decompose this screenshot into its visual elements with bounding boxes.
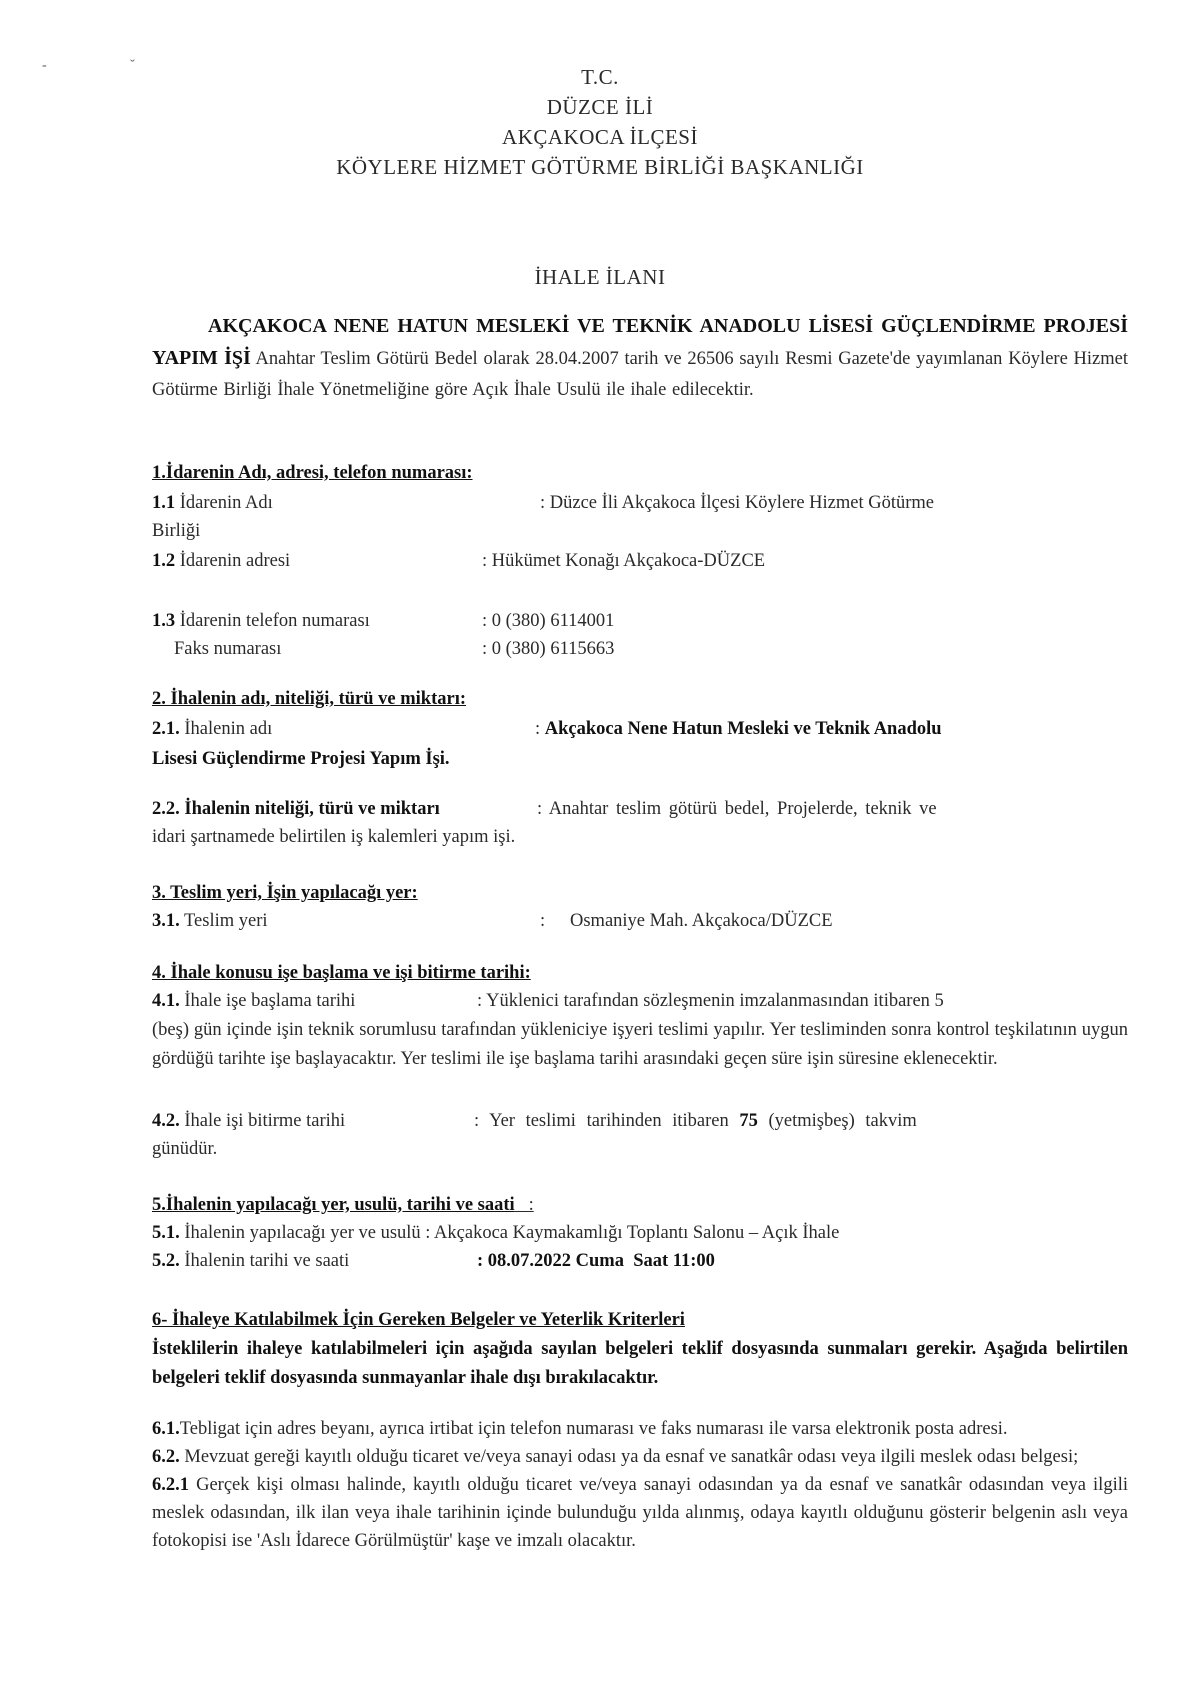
value-prefix: : bbox=[535, 719, 545, 739]
section-4-item-2-cont: günüdür. bbox=[152, 1139, 218, 1159]
value-part-a: : Yer teslimi tarihinden itibaren bbox=[474, 1111, 740, 1131]
item-label: İhalenin adı bbox=[179, 719, 273, 739]
section-1-item-2 bbox=[152, 546, 290, 576]
section-5-title-colon: : bbox=[514, 1195, 534, 1215]
section-3-item-1 bbox=[152, 906, 268, 936]
section-1-item-2-value: : Hükümet Konağı Akçakoca-DÜZCE bbox=[482, 551, 766, 571]
section-5-item-2-value: : 08.07.2022 Cuma Saat 11:00 bbox=[477, 1251, 715, 1271]
section-6 bbox=[152, 1305, 1128, 1555]
section-3-title: 3. Teslim yeri, İşin yapılacağı yer: bbox=[152, 883, 418, 903]
section-2-title: 2. İhalenin adı, niteliği, türü ve miktarı: bbox=[152, 689, 467, 709]
section-6-lead: İsteklilerin ihaleye katılabilmeleri için aşağıda sayılan belgeleri teklif dosyasında sunmaları gerekir. Aşağıda belirtilen belgeleri teklif dosyasında sunmayanlar ihale dışı bırakılacaktır. bbox=[152, 1339, 1128, 1388]
section-2-item-2-value: : Anahtar teslim götürü bedel, Projelerde, teknik ve bbox=[537, 799, 937, 819]
section-3 bbox=[152, 878, 1128, 938]
item-number: 4.2. bbox=[152, 1111, 180, 1131]
item-number: 6.2.1 bbox=[152, 1475, 189, 1495]
section-4 bbox=[152, 958, 1128, 1158]
section-2-item-2-cont: idari şartnamede belirtilen iş kalemleri yapım işi. bbox=[152, 827, 516, 847]
section-5-title-row bbox=[152, 1190, 534, 1220]
section-5-item-1 bbox=[152, 1218, 839, 1248]
item-label: Teslim yeri bbox=[179, 911, 268, 931]
item-text: Gerçek kişi olması halinde, kayıtlı olduğu ticaret ve/veya sanayi odasından ya da esnaf ve sanatkâr odasından veya ilgili meslek odasından, ilk ilan veya ihale tarihinin içinde bulunduğu yılda alınmış, odaya kayıtlı olduğunu gösterir belgenin aslı veya fotokopisi ise 'Aslı İdarece Görülmüştür' kaşe ve imzalı olacaktır. bbox=[152, 1475, 1128, 1551]
value-days: 75 bbox=[739, 1111, 758, 1131]
section-4-item-2-value bbox=[474, 1106, 917, 1136]
item-number: 5.2. bbox=[152, 1251, 180, 1271]
item-label: İhalenin tarihi ve saati bbox=[179, 1251, 350, 1271]
item-number: 5.1. bbox=[152, 1223, 180, 1243]
section-2-item-2-label: 2.2. İhalenin niteliği, türü ve miktarı bbox=[152, 799, 440, 819]
section-6-title: 6- İhaleye Katılabilmek İçin Gereken Belgeler ve Yeterlik Kriterleri bbox=[152, 1310, 685, 1330]
item-number: 3.1. bbox=[152, 911, 180, 931]
section-1-item-1 bbox=[152, 488, 273, 518]
section-4-item-1-value: : Yüklenici tarafından sözleşmenin imzalanmasından itibaren 5 bbox=[477, 991, 944, 1011]
section-1-item-1-value: : Düzce İli Akçakoca İlçesi Köylere Hizmet Götürme bbox=[540, 493, 934, 513]
header-line-tc: T.C. bbox=[581, 65, 619, 89]
header-line-union: KÖYLERE HİZMET GÖTÜRME BİRLİĞİ BAŞKANLIĞI bbox=[336, 155, 864, 179]
section-1-fax-label: Faks numarası bbox=[174, 639, 282, 659]
item-number: 6.2. bbox=[152, 1447, 180, 1467]
item-number: 1.2 bbox=[152, 551, 176, 571]
value-text: Akçakoca Nene Hatun Mesleki ve Teknik Anadolu bbox=[544, 719, 942, 739]
scan-marks: - ˇ bbox=[42, 58, 175, 73]
document-title: İHALE İLANI bbox=[534, 265, 666, 289]
section-5 bbox=[152, 1190, 1128, 1280]
section-3-item-1-value: Osmaniye Mah. Akçakoca/DÜZCE bbox=[570, 911, 833, 931]
header-line-province: DÜZCE İLİ bbox=[546, 95, 654, 119]
section-4-title: 4. İhale konusu işe başlama ve işi bitirme tarihi: bbox=[152, 963, 531, 983]
section-6-item-2 bbox=[152, 1443, 1128, 1471]
section-1-fax-value: : 0 (380) 6115663 bbox=[482, 639, 615, 659]
section-4-item-2 bbox=[152, 1106, 345, 1136]
section-1-item-1-cont: Birliği bbox=[152, 521, 201, 541]
section-4-item-1 bbox=[152, 986, 355, 1016]
section-2-item-1-cont: Lisesi Güçlendirme Projesi Yapım İşi. bbox=[152, 749, 450, 769]
item-label: İdarenin telefon numarası bbox=[175, 611, 370, 631]
item-label: İdarenin Adı bbox=[175, 493, 273, 513]
section-1 bbox=[152, 458, 1128, 659]
item-number: 6.1. bbox=[152, 1419, 180, 1439]
section-1-title: 1.İdarenin Adı, adresi, telefon numarası: bbox=[152, 463, 473, 483]
section-4-item-1-cont: (beş) gün içinde işin teknik sorumlusu tarafından yükleniciye işyeri teslimi yapılır. Yer tesliminden sonra kontrol teşkilatının uygun gördüğü tarihte işe başlayacaktır. Yer teslimi ile işe başlama tarihi arasındaki geçen süre işin süresine eklenecektir. bbox=[152, 1020, 1128, 1069]
document-header bbox=[0, 62, 1200, 182]
item-text: Tebligat için adres beyanı, ayrıca irtibat için telefon numarası ve faks numarası ile varsa elektronik posta adresi. bbox=[179, 1419, 1008, 1439]
header-line-district: AKÇAKOCA İLÇESİ bbox=[502, 125, 698, 149]
section-5-title: 5.İhalenin yapılacağı yer, usulü, tarihi ve saati bbox=[152, 1195, 515, 1215]
section-1-item-3 bbox=[152, 606, 370, 636]
section-2 bbox=[152, 684, 1128, 854]
section-3-item-1-colon: : bbox=[540, 911, 546, 931]
item-number: 2.1. bbox=[152, 719, 180, 739]
item-number: 4.1. bbox=[152, 991, 180, 1011]
section-6-item-1 bbox=[152, 1415, 1128, 1443]
item-label: İdarenin adresi bbox=[175, 551, 291, 571]
item-text: Mevzuat gereği kayıtlı olduğu ticaret ve/veya sanayi odası ya da esnaf ve sanatkâr odası veya ilgili meslek odası belgesi; bbox=[179, 1447, 1079, 1467]
section-5-item-2 bbox=[152, 1246, 349, 1276]
item-label: İhale işe başlama tarihi bbox=[179, 991, 356, 1011]
section-6-item-3 bbox=[152, 1471, 1128, 1555]
section-2-item-1 bbox=[152, 714, 272, 744]
item-number: 1.1 bbox=[152, 493, 176, 513]
value-part-c: (yetmişbeş) takvim bbox=[757, 1111, 917, 1131]
section-1-item-3-value: : 0 (380) 6114001 bbox=[482, 611, 615, 631]
intro-paragraph bbox=[152, 311, 1128, 406]
item-number: 1.3 bbox=[152, 611, 176, 631]
item-label: İhale işi bitirme tarihi bbox=[179, 1111, 346, 1131]
intro-rest: Anahtar Teslim Götürü Bedel olarak 28.04.2007 tarih ve 26506 sayılı Resmi Gazete'de yayımlanan Köylere Hizmet Götürme Birliği İhale Yönetmeliğine göre Açık İhale Usulü ile ihale edilecektir. bbox=[152, 349, 1128, 400]
section-2-item-1-value bbox=[535, 714, 942, 744]
item-label: İhalenin yapılacağı yer ve usulü : Akçakoca Kaymakamlığı Toplantı Salonu – Açık İhale bbox=[179, 1223, 840, 1243]
intro-bold-lead: AKÇAKOCA NENE HATUN MESLEKİ VE TEKNİK ANADOLU LİSESİ GÜÇLENDİRME PROJESİ YAPIM İŞİ bbox=[152, 315, 1128, 369]
